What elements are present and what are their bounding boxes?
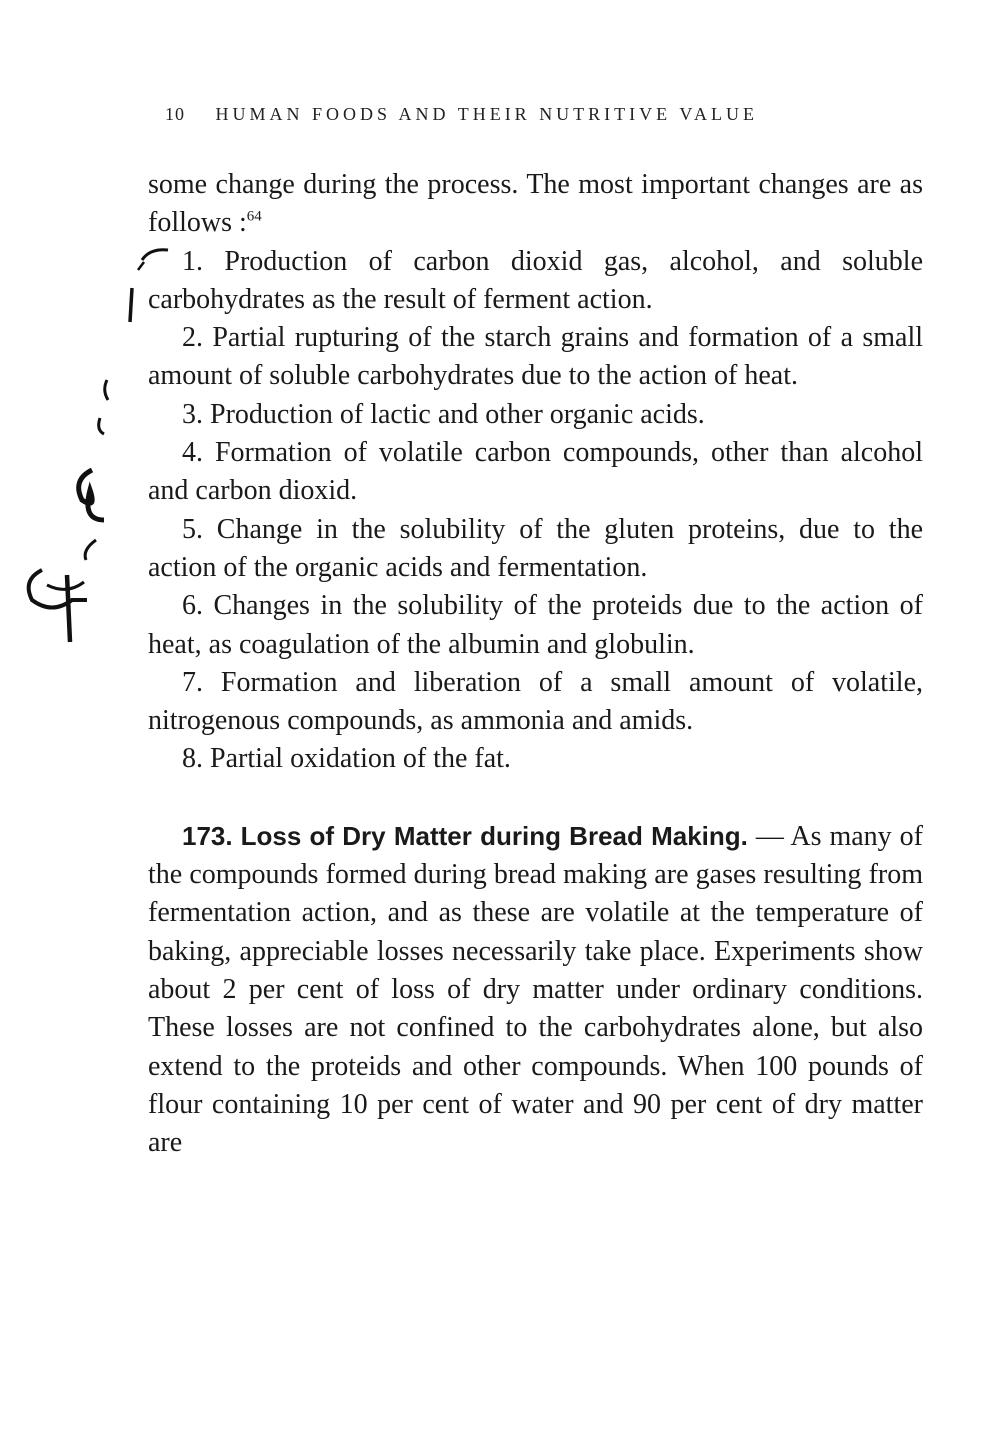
section-text: As many of the compounds formed during bread making are gases resulting from fermentation action, and as these are volatile at the temperature of baking, appreciable losses necessarily take place. Experiments show about 2 per cent of loss of dry matter under ordinary conditions. These losses are not confined to the carbohydrates alone, but also extend to the proteids and other compounds. When 100 pounds of flour containing 10 per cent of water and 90 per cent of dry matter are	[148, 820, 923, 1159]
list-item: 2. Partial rupturing of the starch grains and formation of a small amount of soluble carbohydrates due to the action of heat.	[148, 322, 924, 392]
section-paragraph	[148, 817, 923, 1163]
footnote-reference: 64	[246, 208, 262, 225]
section-number: 173.	[182, 820, 233, 851]
running-title: HUMAN FOODS AND THEIR NUTRITIVE VALUE	[215, 104, 759, 124]
section-title: Loss of Dry Matter during Bread Making.	[240, 820, 748, 851]
list-item: 4. Formation of volatile carbon compounds, other than alcohol and carbon dioxid.	[148, 437, 923, 507]
list-item: 3. Production of lactic and other organic acids.	[182, 398, 705, 430]
intro-paragraph: some change during the process. The most important changes are as follows :$^{64}$	[148, 169, 923, 239]
body-text	[148, 166, 923, 1162]
list-item: 7. Formation and liberation of a small amount of volatile, nitrogenous compounds, as ammonia and amids.	[148, 666, 924, 737]
list-item: 5. Change in the solubility of the gluten proteins, due to the action of the organic acids and fermentation.	[148, 513, 924, 583]
list-item: 8. Partial oxidation of the fat.	[182, 743, 511, 775]
list-item: 1. Production of carbon dioxid gas, alcohol, and soluble carbohydrates as the result of ferment action.	[148, 245, 923, 315]
handwritten-margin-note	[12, 370, 122, 650]
page-number: 10	[165, 104, 185, 124]
running-header	[165, 104, 885, 125]
section-dash: —	[747, 820, 791, 852]
list-item: 6. Changes in the solubility of the proteids due to the action of heat, as coagulation of the albumin and globulin.	[148, 590, 923, 660]
